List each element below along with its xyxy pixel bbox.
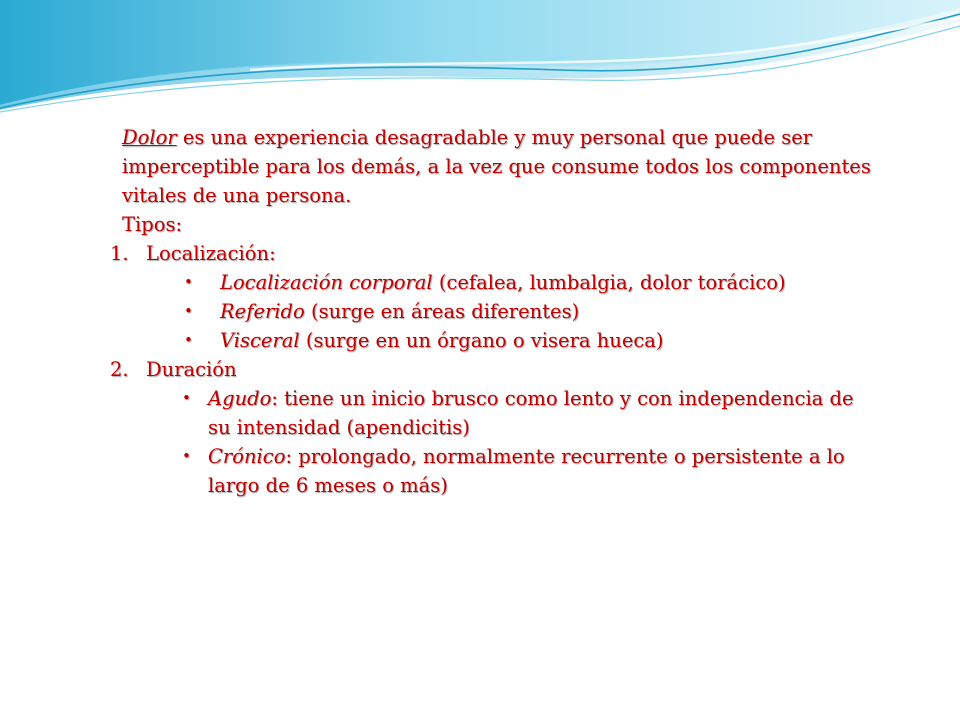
bullet-icon: • bbox=[184, 331, 193, 349]
slide-content bbox=[110, 123, 882, 500]
item-term: Visceral bbox=[220, 329, 300, 352]
type-localizacion bbox=[110, 239, 882, 355]
bullet-icon: • bbox=[182, 389, 191, 407]
list-item bbox=[184, 297, 882, 326]
item-term: Crónico bbox=[208, 445, 286, 468]
bullet-icon: • bbox=[182, 447, 191, 465]
item-text: (surge en un órgano o visera hueca) bbox=[299, 329, 664, 352]
definition-text: es una experiencia desagradable y muy personal que puede ser imperceptible para los demás, a la vez que consume todos los componentes vitales de una persona. bbox=[122, 126, 871, 207]
item-term: Localización corporal bbox=[220, 271, 433, 294]
list-item bbox=[182, 442, 882, 500]
definition-term: Dolor bbox=[122, 126, 177, 149]
localizacion-items bbox=[146, 268, 882, 355]
duracion-items bbox=[146, 384, 882, 500]
type-number: 1. bbox=[110, 242, 129, 265]
definition-paragraph bbox=[122, 123, 882, 210]
header-wave-decoration bbox=[0, 0, 960, 130]
type-number: 2. bbox=[110, 358, 129, 381]
item-term: Referido bbox=[220, 300, 305, 323]
type-title: Localización: bbox=[146, 242, 276, 265]
types-list bbox=[110, 239, 882, 500]
item-text: (cefalea, lumbalgia, dolor torácico) bbox=[432, 271, 786, 294]
type-title: Duración bbox=[146, 358, 237, 381]
bullet-icon: • bbox=[184, 302, 193, 320]
item-text: : tiene un inicio brusco como lento y con independencia de su intensidad (apendicitis) bbox=[208, 387, 854, 439]
item-text: : prolongado, normalmente recurrente o persistente a lo largo de 6 meses o más) bbox=[208, 445, 845, 497]
list-item bbox=[182, 384, 882, 442]
bullet-icon: • bbox=[184, 273, 193, 291]
types-heading: Tipos: bbox=[122, 213, 183, 236]
item-term: Agudo bbox=[208, 387, 272, 410]
type-duracion bbox=[110, 355, 882, 500]
item-text: (surge en áreas diferentes) bbox=[304, 300, 580, 323]
list-item bbox=[184, 326, 882, 355]
list-item bbox=[184, 268, 882, 297]
